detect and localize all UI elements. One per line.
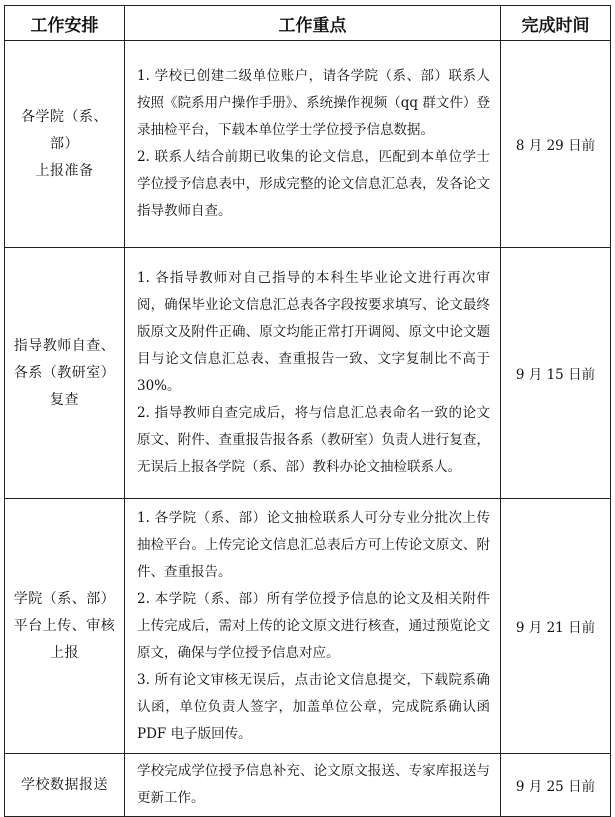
focus-item: 3. 所有论文审核无误后，点击论文信息提交，下载院系确认函，单位负责人签字，加盖单位公章，完成院系确认函 PDF 电子版回传。 [137, 671, 490, 742]
stage-line: 指导教师自查、 [13, 337, 116, 354]
table-row [5, 499, 611, 754]
stage-line: 学院（系、部） [13, 590, 116, 607]
focus-cell [125, 248, 501, 499]
header-row [5, 6, 611, 41]
focus-item: 1. 各学院（系、部）论文抽检联系人可分专业分批次上传抽检平台。上传完论文信息汇总表后方可上传论文原文、附件、查重报告。 [137, 509, 490, 580]
focus-cell [125, 754, 501, 817]
stage-line: 平台上传、审核 [13, 617, 116, 634]
stage-line: 各系（教研室） [13, 364, 116, 381]
stage-line: 上报准备 [35, 162, 94, 179]
stage-line: 上报 [50, 644, 79, 661]
focus-item: 1. 学校已创建二级单位账户，请各学院（系、部）联系人按照《院系用户操作手册》、系统操作视频（qq 群文件）登录抽检平台，下载本单位学士学位授予信息数据。 [137, 68, 490, 138]
schedule-table [4, 5, 611, 817]
stage-line: 复查 [50, 391, 79, 408]
header-work-focus: 工作重点 [125, 6, 501, 41]
deadline-cell: 9 月 21 日前 [501, 499, 611, 754]
header-work-arrangement: 工作安排 [5, 6, 125, 41]
stage-cell [5, 248, 125, 499]
table-row [5, 41, 611, 248]
focus-cell [125, 499, 501, 754]
stage-cell [5, 499, 125, 754]
focus-item: 2. 联系人结合前期已收集的论文信息，匹配到本单位学士学位授予信息表中，形成完整的论文信息汇总表，发各论文指导教师自查。 [137, 149, 490, 219]
deadline-cell: 9 月 25 日前 [501, 754, 611, 817]
deadline-cell: 8 月 29 日前 [501, 41, 611, 248]
table-row [5, 754, 611, 817]
focus-item: 学校完成学位授予信息补充、论文原文报送、专家库报送与更新工作。 [137, 763, 490, 806]
stage-cell [5, 754, 125, 817]
focus-cell [125, 41, 501, 248]
deadline-cell: 9 月 15 日前 [501, 248, 611, 499]
focus-item: 2. 指导教师自查完成后，将与信息汇总表命名一致的论文原文、附件、查重报告报各系（教研室）负责人进行复查，无误后上报各学院（系、部）教科办论文抽检联系人。 [137, 405, 490, 475]
stage-line: 学校数据报送 [21, 776, 108, 793]
focus-item: 2. 本学院（系、部）所有学位授予信息的论文及相关附件上传完成后，需对上传的论文原文进行核查，通过预览论文原文，确保与学位授予信息对应。 [137, 590, 490, 661]
stage-line: 各学院（系、部） [21, 108, 108, 152]
focus-item: 1. 各指导教师对自己指导的本科生毕业论文进行再次审阅，确保毕业论文信息汇总表各字段按要求填写、论文最终版原文及附件正确、原文均能正常打开调阅、原文中论文题目与论文信息汇总表、查重报告一致、文字复制比不高于 30%。 [137, 270, 490, 394]
stage-cell [5, 41, 125, 248]
table-row [5, 248, 611, 499]
header-completion-time: 完成时间 [501, 6, 611, 41]
